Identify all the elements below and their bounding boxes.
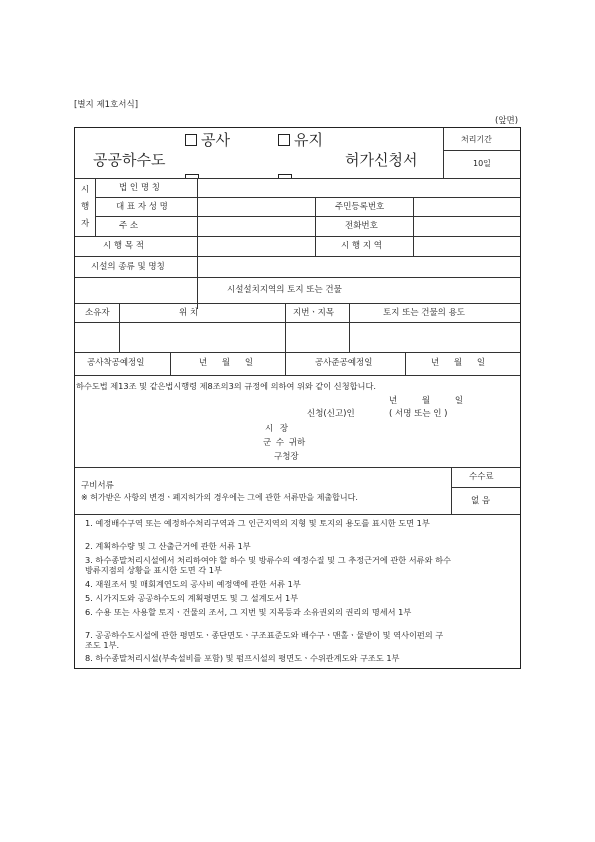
application-statement: 하수도법 제13조 및 같은법시행령 제8조의3의 규정에 의하여 위와 같이 신청합니다. [76,381,376,391]
corp-name-label: 법 인 명 칭 [119,183,160,193]
doc-item-8: 8. 하수종말처리시설(부속설비를 포함) 및 펌프시설의 평면도ㆍ수위관계도와 구조도 1부 [85,653,400,663]
purpose-field[interactable] [199,237,314,255]
resident-no-field[interactable] [415,198,521,215]
start-date-label: 공사착공예정일 [87,358,145,368]
fee-value: 없 음 [471,496,491,506]
doc-item-1: 1. 예정배수구역 또는 예정하수처리구역과 그 인근지역의 지형 및 토지의 용도를 표시한 도면 1부 [85,518,430,528]
form-number: [별지 제1호서식] [74,100,139,110]
page-side-label: (앞면) [495,116,519,126]
doc-item-2: 2. 계획하수량 및 그 산출근거에 관한 서류 1부 [85,541,251,551]
fee-label: 수수료 [469,472,494,482]
land-col-owner: 소유자 [85,308,110,318]
doc-item-4: 4. 재원조서 및 매회계연도의 공사비 예정액에 관한 서류 1부 [85,579,301,589]
land-col-use: 토지 또는 건물의 용도 [383,308,466,318]
applicant-side-3: 자 [81,219,90,229]
end-date-label: 공사준공예정일 [315,358,373,368]
doc-item-7: 7. 공공하수도시설에 관한 평면도ㆍ종단면도ㆍ구조표준도와 배수구ㆍ맨홀ㆍ물받이 및 역사이펀의 구조도 1부. [85,630,444,650]
documents-title: 구비서류 [81,481,114,491]
application-form [74,127,521,669]
documents-note: ※ 허가받은 사항의 변경ㆍ폐지허가의 경우에는 그에 관한 서류만을 제출합니다. [81,493,358,502]
recipient-county: 군 수 귀하 [263,438,306,448]
land-col-lot: 지번ㆍ지목 [293,308,335,318]
processing-period-value: 10일 [473,159,491,168]
applicant-side-2: 행 [81,202,90,212]
option-maintenance: 유지 [278,132,323,149]
checkbox-maintenance[interactable] [278,134,290,146]
land-location-field[interactable] [120,323,284,351]
purpose-label: 시 행 목 적 [103,241,144,251]
land-use-field[interactable] [350,323,521,351]
rep-name-label: 대 표 자 성 명 [116,202,168,212]
option-construction: 공사 [185,132,230,149]
land-col-location: 위 치 [179,308,199,318]
land-lot-field[interactable] [286,323,348,351]
land-section-title: 시설설치지역의 토지 또는 건물 [227,285,342,295]
area-label: 시 행 지 역 [341,241,382,251]
doc-item-3: 3. 하수종말처리시설에서 처리하여야 할 하수 및 방류수의 예정수질 및 그 추정근거에 관한 서류와 하수방류지점의 상황을 표시한 도면 각 1부 [85,555,451,575]
resident-no-label: 주민등록번호 [335,202,385,212]
title-left: 공공하수도 [93,151,166,169]
address-field[interactable] [199,217,314,235]
processing-period-label: 처리기간 [461,135,492,144]
start-date-value[interactable]: 년 월 일 [199,358,254,368]
land-owner-field[interactable] [76,323,118,351]
applicant-sign-mark[interactable]: ( 서명 또는 인 ) [389,409,448,419]
facility-kind-field[interactable] [199,257,521,276]
title-right: 허가신청서 [345,151,418,169]
address-label: 주 소 [119,221,139,231]
phone-field[interactable] [415,217,521,235]
area-field[interactable] [415,237,521,255]
recipient-mayor: 시 장 [265,424,289,434]
phone-label: 전화번호 [345,221,378,231]
doc-item-6: 6. 수용 또는 사용할 토지ㆍ건물의 조서, 그 지번 및 지목등과 소유권외의 권리의 명세서 1부 [85,607,412,617]
rep-name-field[interactable] [199,198,314,215]
application-date[interactable]: 년 월 일 [389,396,464,406]
end-date-value[interactable]: 년 월 일 [431,358,486,368]
applicant-sign-label: 신청(신고)인 [307,409,355,419]
checkbox-construction[interactable] [185,134,197,146]
doc-item-5: 5. 시가지도와 공공하수도의 계획평면도 및 그 설계도서 1부 [85,593,299,603]
facility-kind-label: 시설의 종류 및 명칭 [91,262,165,272]
corp-name-field[interactable] [199,179,521,196]
recipient-district: 구청장 [274,452,299,462]
applicant-side-1: 시 [81,185,90,195]
